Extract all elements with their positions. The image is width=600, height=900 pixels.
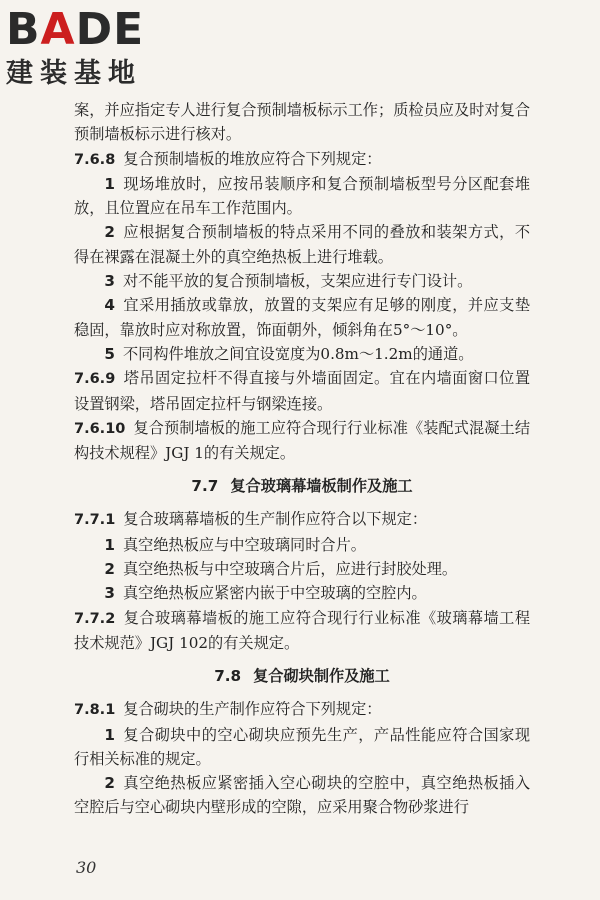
section-heading-7-7: 7.7 复合玻璃幕墙板制作及施工 [191, 477, 413, 496]
list-item: 2 真空绝热板应紧密插入空心砌块的空腔中，真空绝热板插入空腔后与空心砌块内壁形成的空隙，应采用聚合物砂浆进行 [74, 774, 530, 817]
clause-number: 7.8.1 [74, 702, 116, 719]
clause-number: 7.7.1 [74, 512, 116, 529]
list-item: 3 对不能平放的复合预制墙板，支架应进行专门设计。 [104, 272, 473, 291]
clause-7-8-1: 7.8.1 复合砌块的生产制作应符合下列规定： [74, 700, 382, 719]
clause-7-6-8: 7.6.8 复合预制墙板的堆放应符合下列规定： [74, 149, 382, 168]
logo-accent-letter: A [40, 4, 76, 55]
clause-7-7-2: 7.7.2 复合玻璃幕墙板的施工应符合现行行业标准《玻璃幕墙工程技术规范》JGJ 102的有关规定。 [74, 608, 530, 652]
clause-number: 7.6.9 [74, 371, 116, 388]
list-item: 4 宜采用插放或靠放，放置的支架应有足够的刚度，并应支垫稳固，靠放时应对称放置，饰面朝外，倾斜角在5°～10°。 [74, 296, 530, 339]
list-item: 5 不同构件堆放之间宜设宽度为0.8m～1.2m的通道。 [104, 344, 474, 363]
list-item: 3 真空绝热板应紧密内嵌于中空玻璃的空腔内。 [104, 584, 427, 603]
clause-7-7-1: 7.7.1 复合玻璃幕墙板的生产制作应符合以下规定： [74, 510, 428, 529]
list-item: 1 现场堆放时，应按吊装顺序和复合预制墙板型号分区配套堆放，且位置应在吊车工作范围内。 [74, 174, 530, 218]
section-heading-7-8: 7.8 复合砌块制作及施工 [214, 667, 390, 686]
list-item: 2 应根据复合预制墙板的特点采用不同的叠放和装架方式，不得在裸露在混凝土外的真空绝热板上进行堆载。 [74, 223, 530, 266]
clause-number: 7.6.10 [74, 420, 126, 437]
list-item: 2 真空绝热板与中空玻璃合片后，应进行封胶处理。 [104, 560, 458, 579]
clause-number: 7.7.2 [74, 610, 116, 627]
document-body [74, 98, 530, 820]
clause-number: 7.6.8 [74, 151, 116, 168]
logo-subtitle: 建装基地 [6, 58, 142, 89]
paragraph-continuation: 案，并应指定专人进行复合预制墙板标示工作；质检员应及时对复合预制墙板标示进行核对。 [74, 101, 530, 144]
list-item: 1 复合砌块中的空心砌块应预先生产，产品性能应符合国家现行相关标准的规定。 [74, 725, 530, 768]
list-item: 1 真空绝热板应与中空玻璃同时合片。 [104, 535, 366, 554]
page-number: 30 [76, 858, 97, 877]
clause-7-6-9: 7.6.9 塔吊固定拉杆不得直接与外墙面固定。宜在内墙面窗口位置设置钢梁，塔吊固定拉杆与钢梁连接。 [74, 369, 530, 413]
logo-wordmark: BADE [6, 4, 145, 55]
bade-logo [6, 6, 176, 96]
clause-7-6-10: 7.6.10 复合预制墙板的施工应符合现行行业标准《装配式混凝土结构技术规程》JGJ 1的有关规定。 [74, 418, 530, 463]
